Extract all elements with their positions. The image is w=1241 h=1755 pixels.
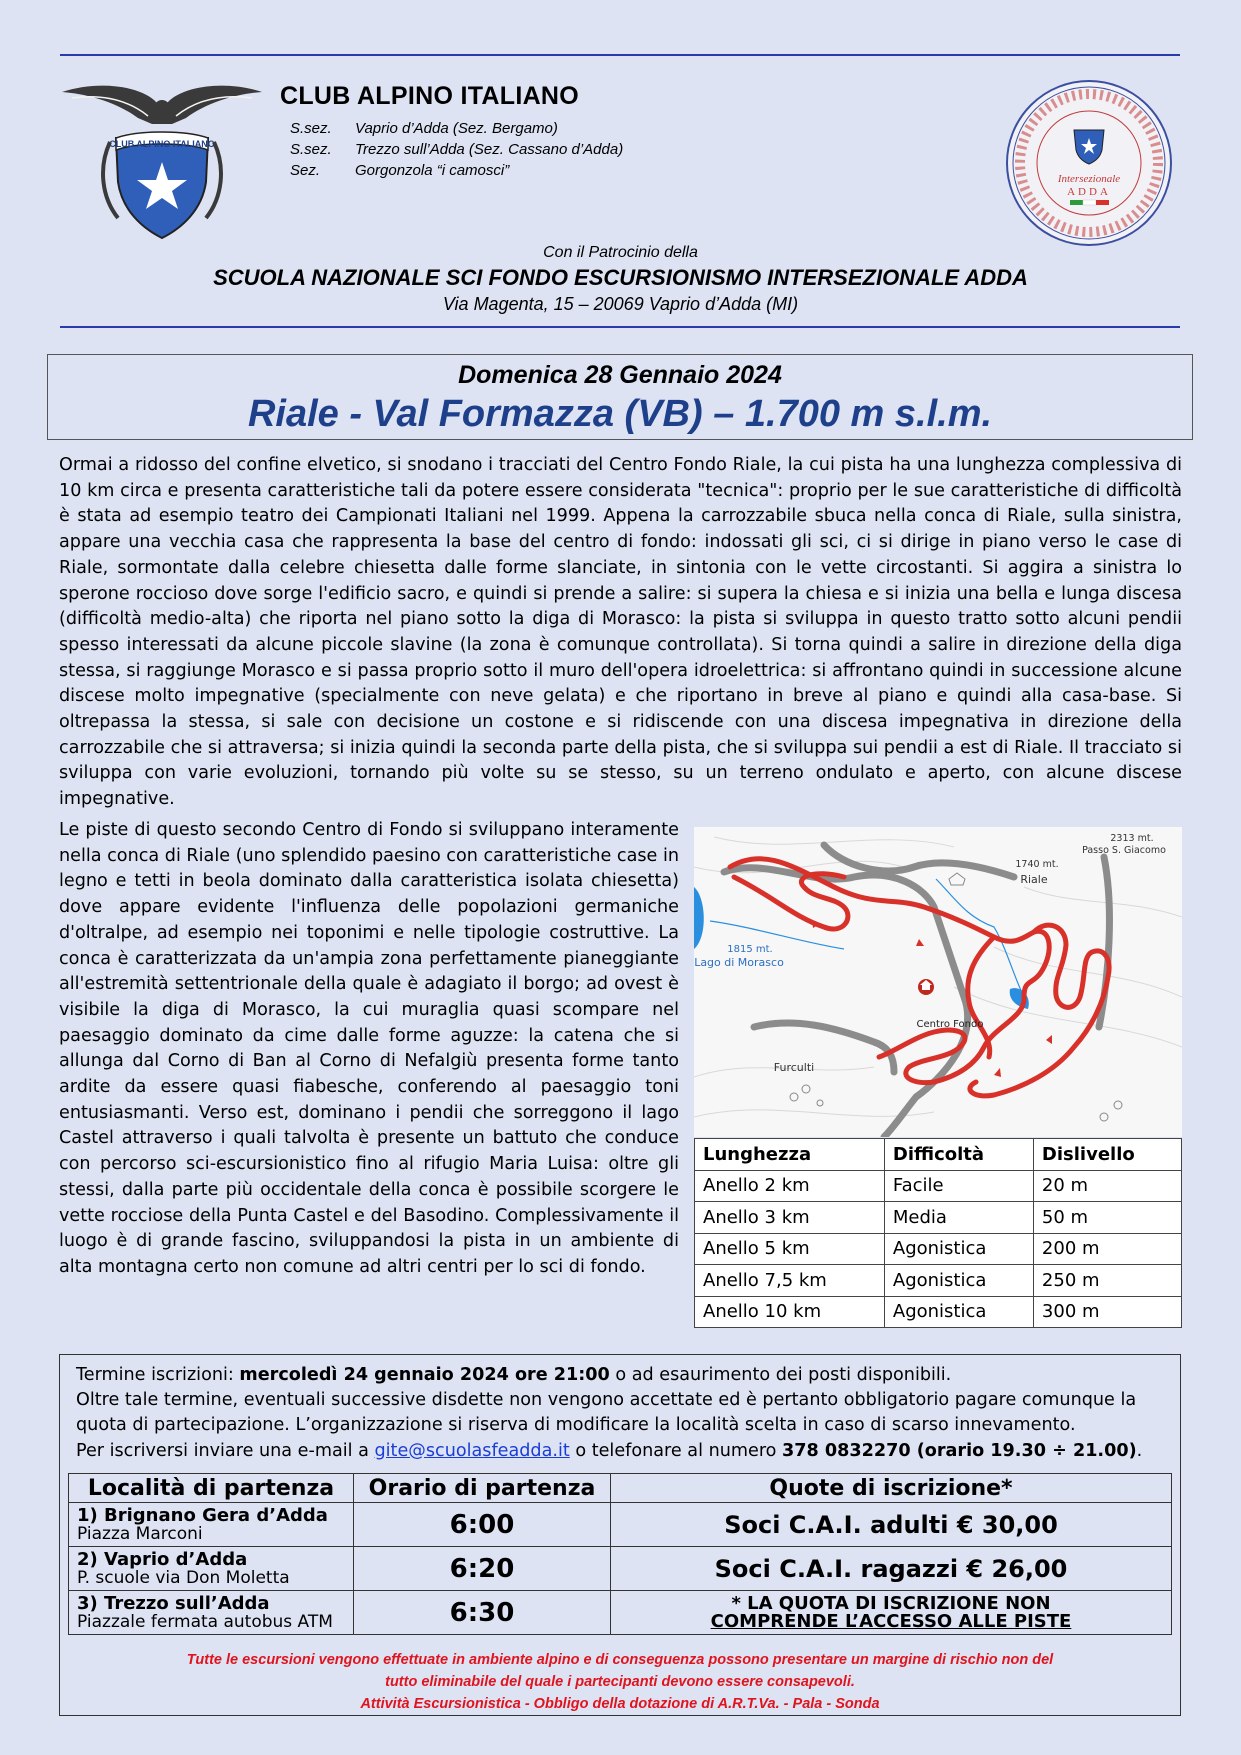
table-row: [695, 1202, 1182, 1234]
table-cell: Agonistica: [884, 1265, 1033, 1297]
departure-row: [69, 1503, 1172, 1547]
table-cell: 250 m: [1033, 1265, 1181, 1297]
section-name: Gorgonzola “i camosci”: [355, 162, 510, 179]
patronage-school: SCUOLA NAZIONALE SCI FONDO ESCURSIONISMO INTERSEZIONALE ADDA: [213, 265, 1028, 290]
table-row: [695, 1296, 1182, 1328]
header-rule: [60, 326, 1180, 328]
table-row: [695, 1265, 1182, 1297]
column-header: Orario di partenza: [354, 1474, 611, 1503]
location-name: 1) Brignano Gera d’Adda: [77, 1504, 328, 1526]
fee-note-line: COMPRENDE L’ACCESSO ALLE PISTE: [710, 1610, 1072, 1632]
table-cell: 20 m: [1033, 1170, 1181, 1202]
contact-mid: o telefonare al numero: [569, 1440, 783, 1461]
map-label-centre: Centro Fondo: [916, 1019, 984, 1030]
tracks-table: [694, 1138, 1182, 1328]
map-label-pass: Passo S. Giacomo: [1082, 845, 1166, 856]
table-cell: 50 m: [1033, 1202, 1181, 1234]
column-header: Dislivello: [1033, 1139, 1181, 1171]
departure-row: [69, 1547, 1172, 1591]
registration-text: [76, 1363, 1166, 1464]
phone-number: 378 0832270 (orario 19.30 ÷ 21.00): [782, 1440, 1137, 1461]
deadline-suffix: o ad esaurimento dei posti disponibili.: [609, 1365, 952, 1385]
section-row: [290, 139, 623, 160]
map-label-lake: Lago di Morasco: [694, 956, 784, 969]
org-title: CLUB ALPINO ITALIANO: [280, 82, 580, 110]
section-name: Vaprio d’Adda (Sez. Bergamo): [355, 120, 558, 137]
description-paragraph-2: Le piste di questo secondo Centro di Fondo si sviluppano interamente nella conca di Riale (uno splendido paesino con caratteristiche case in legno e tetti in beola dominato dalla caratteristica isolata chiesetta) dove appare evidente l'influenza delle popolazioni germaniche d'oltralpe, ad esempio nei toponimi e nelle tipologie costruttive. La conca è caratterizzata da un'ampia zona perfettamente pianeggiante all'estremità settentrionale della quale è adagiato il borgo; ad ovest è visibile la diga di Morasco, la cui muraglia quasi scompare nel paesaggio dominato da cime dalle forme aguzze: la catena che si allunga dal Corno di Ban al Corno di Nefalgiù presenta forme tanto ardite da essere quasi fiabesche, conferendo al paesaggio toni entusiasmanti. Verso est, dominano i pendii che sorreggono il lago Castel attraverso i quali talvolta è presente un battuto che conduce con percorso sci-escursionistico fino al rifugio Maria Luisa: oltre gli stessi, dalla parte più occidentale della conca è possibile scorgere le vette rocciose della Punta Castel e del Basodino. Complessivamente il luogo è di grande fascino, sviluppandosi la pista in un ambiente di alta montagna certo non comune ad altri centri per lo sci di fondo.: [59, 820, 679, 1277]
track-map: [694, 827, 1182, 1137]
location-spot: P. scuole via Don Moletta: [77, 1567, 290, 1588]
table-cell: Anello 2 km: [695, 1170, 885, 1202]
deadline-line: [76, 1363, 1166, 1388]
email-link[interactable]: gite@scuolasfeadda.it: [374, 1440, 570, 1461]
section-kind: S.sez.: [290, 120, 332, 137]
departure-location: [69, 1547, 354, 1591]
table-cell: Anello 5 km: [695, 1233, 885, 1265]
fee-youth: Soci C.A.I. ragazzi € 26,00: [611, 1547, 1172, 1591]
column-header: Località di partenza: [69, 1474, 354, 1503]
location-name: 2) Vaprio d’Adda: [77, 1548, 248, 1570]
patronage-address: Via Magenta, 15 – 20069 Vaprio d’Adda (MI): [442, 294, 799, 314]
cai-eagle-logo: [58, 78, 266, 246]
fee-note-line: * LA QUOTA DI ISCRIZIONE NON: [731, 1592, 1051, 1614]
map-label-riale-alt: 1740 mt.: [1015, 859, 1059, 870]
warning-line: tutto eliminabile del quale i partecipanti devono essere consapevoli.: [385, 1674, 855, 1690]
departures-table: [68, 1473, 1172, 1635]
table-cell: Media: [884, 1202, 1033, 1234]
table-header-row: [69, 1474, 1172, 1503]
map-label-furculti: Furculti: [773, 1061, 815, 1074]
map-label-lake-alt: 1815 mt.: [727, 944, 773, 955]
table-cell: Agonistica: [884, 1296, 1033, 1328]
description-paragraph-1: Ormai a ridosso del confine elvetico, si snodano i tracciati del Centro Fondo Riale, la cui pista ha una lunghezza complessiva di 10 km circa e presenta caratteristiche tali da potere essere considerata "tecnica": proprio per le sue caratteristiche di difficoltà è stata ad esempio teatro dei Campionati Italiani nel 1999. Appena la carrozzabile sbuca nella conca di Riale, sulla sinistra, appare una vecchia casa che rappresenta la base del centro di fondo: indossati gli sci, ci si dirige in piano verso le case di Riale, sormontate dalla celebre chiesetta dalle forme slanciate, in sintonia con le vette circostanti. Si aggira a sinistra lo sperone roccioso dove sorge l'edificio sacro, e quindi si prende a salire: si supera la chiesa e si inizia una bella e lunga discesa (difficoltà medio-alta) che riporta nel piano sotto la diga di Morasco: la pista si sviluppa in questo tratto sotto alcuni pendii spesso interessati da alcune piccole slavine (la zona è comunque controllata). Si torna quindi a salire in direzione della diga stessa, si raggiunge Morasco e si passa proprio sotto il muro dell'opera idroelettrica: si affrontano quindi in successione alcune discese molto impegnative (specialmente con neve gelata) e che riportano in breve al piano e quindi alla casa-base. Si oltrepassa la stessa, si sale con decisione un costone e si ridiscende con una discesa impegnativa in direzione della carrozzabile che si attraversa; si inizia quindi la seconda parte della pista, che si sviluppa sui pendii a est di Riale. Il tracciato si sviluppa con varie evoluzioni, tornando più volte su se stesso, su un terreno ondulato e aperto, con alcune discese impegnative.: [59, 455, 1182, 810]
column-header: Difficoltà: [884, 1139, 1033, 1171]
table-cell: 200 m: [1033, 1233, 1181, 1265]
svg-text:ADDA: ADDA: [1067, 186, 1111, 198]
table-row: [695, 1170, 1182, 1202]
departure-location: [69, 1503, 354, 1547]
svg-text:Intersezionale: Intersezionale: [1057, 173, 1121, 185]
column-header: Quote di iscrizione*: [611, 1474, 1172, 1503]
svg-text:CLUB ALPINO ITALIANO: CLUB ALPINO ITALIANO: [109, 139, 215, 149]
table-cell: Anello 10 km: [695, 1296, 885, 1328]
warning-line: Attività Escursionistica - Obbligo della dotazione di A.R.T.Va. - Pala - Sonda: [360, 1696, 880, 1712]
table-row: [695, 1233, 1182, 1265]
departure-time: 6:20: [354, 1547, 611, 1591]
table-cell: Anello 7,5 km: [695, 1265, 885, 1297]
fee-note: [611, 1591, 1172, 1635]
section-name: Trezzo sull’Adda (Sez. Cassano d’Adda): [355, 141, 624, 158]
location-spot: Piazza Marconi: [77, 1523, 203, 1544]
departure-location: [69, 1591, 354, 1635]
section-row: [290, 160, 623, 181]
departure-time: 6:00: [354, 1503, 611, 1547]
column-header: Lunghezza: [695, 1139, 885, 1171]
table-cell: Facile: [884, 1170, 1033, 1202]
event-title-box: [47, 354, 1193, 440]
warning-line: Tutte le escursioni vengono effettuate in ambiente alpino e di conseguenza possono presentare un margine di rischio non del: [186, 1652, 1054, 1668]
event-date: Domenica 28 Gennaio 2024: [458, 361, 782, 389]
table-header-row: [695, 1139, 1182, 1171]
cancellation-policy: Oltre tale termine, eventuali successive disdette non vengono accettate ed è pertanto obbligatorio pagare comunque la quota di partecipazione. L’organizzazione si riserva di modificare la località scelta in caso di scarso innevamento.: [76, 1390, 1137, 1436]
contact-line: [76, 1439, 1166, 1464]
section-row: [290, 118, 623, 139]
location-name: 3) Trezzo sull’Adda: [77, 1592, 270, 1614]
deadline-value: mercoledì 24 gennaio 2024 ore 21:00: [239, 1365, 610, 1385]
fee-adults: Soci C.A.I. adulti € 30,00: [611, 1503, 1172, 1547]
table-cell: Anello 3 km: [695, 1202, 885, 1234]
registration-box: [59, 1354, 1181, 1716]
departure-row: [69, 1591, 1172, 1635]
map-label-pass-alt: 2313 mt.: [1110, 833, 1154, 844]
section-kind: Sez.: [290, 162, 321, 179]
contact-prefix: Per iscriversi inviare una e-mail a: [76, 1440, 375, 1461]
location-spot: Piazzale fermata autobus ATM: [77, 1611, 333, 1632]
event-place: Riale - Val Formazza (VB) – 1.700 m s.l.m.: [247, 393, 993, 435]
school-stamp-logo: [1000, 78, 1178, 248]
departure-time: 6:30: [354, 1591, 611, 1635]
section-kind: S.sez.: [290, 141, 332, 158]
map-label-riale: Riale: [1020, 873, 1048, 886]
table-cell: Agonistica: [884, 1233, 1033, 1265]
patronage-intro: Con il Patrocinio della: [543, 244, 698, 261]
contact-end: .: [1136, 1440, 1143, 1461]
top-rule: [60, 54, 1180, 56]
safety-warning: [60, 1649, 1180, 1715]
sections-list: [290, 118, 623, 181]
deadline-prefix: Termine iscrizioni:: [76, 1365, 240, 1385]
table-cell: 300 m: [1033, 1296, 1181, 1328]
